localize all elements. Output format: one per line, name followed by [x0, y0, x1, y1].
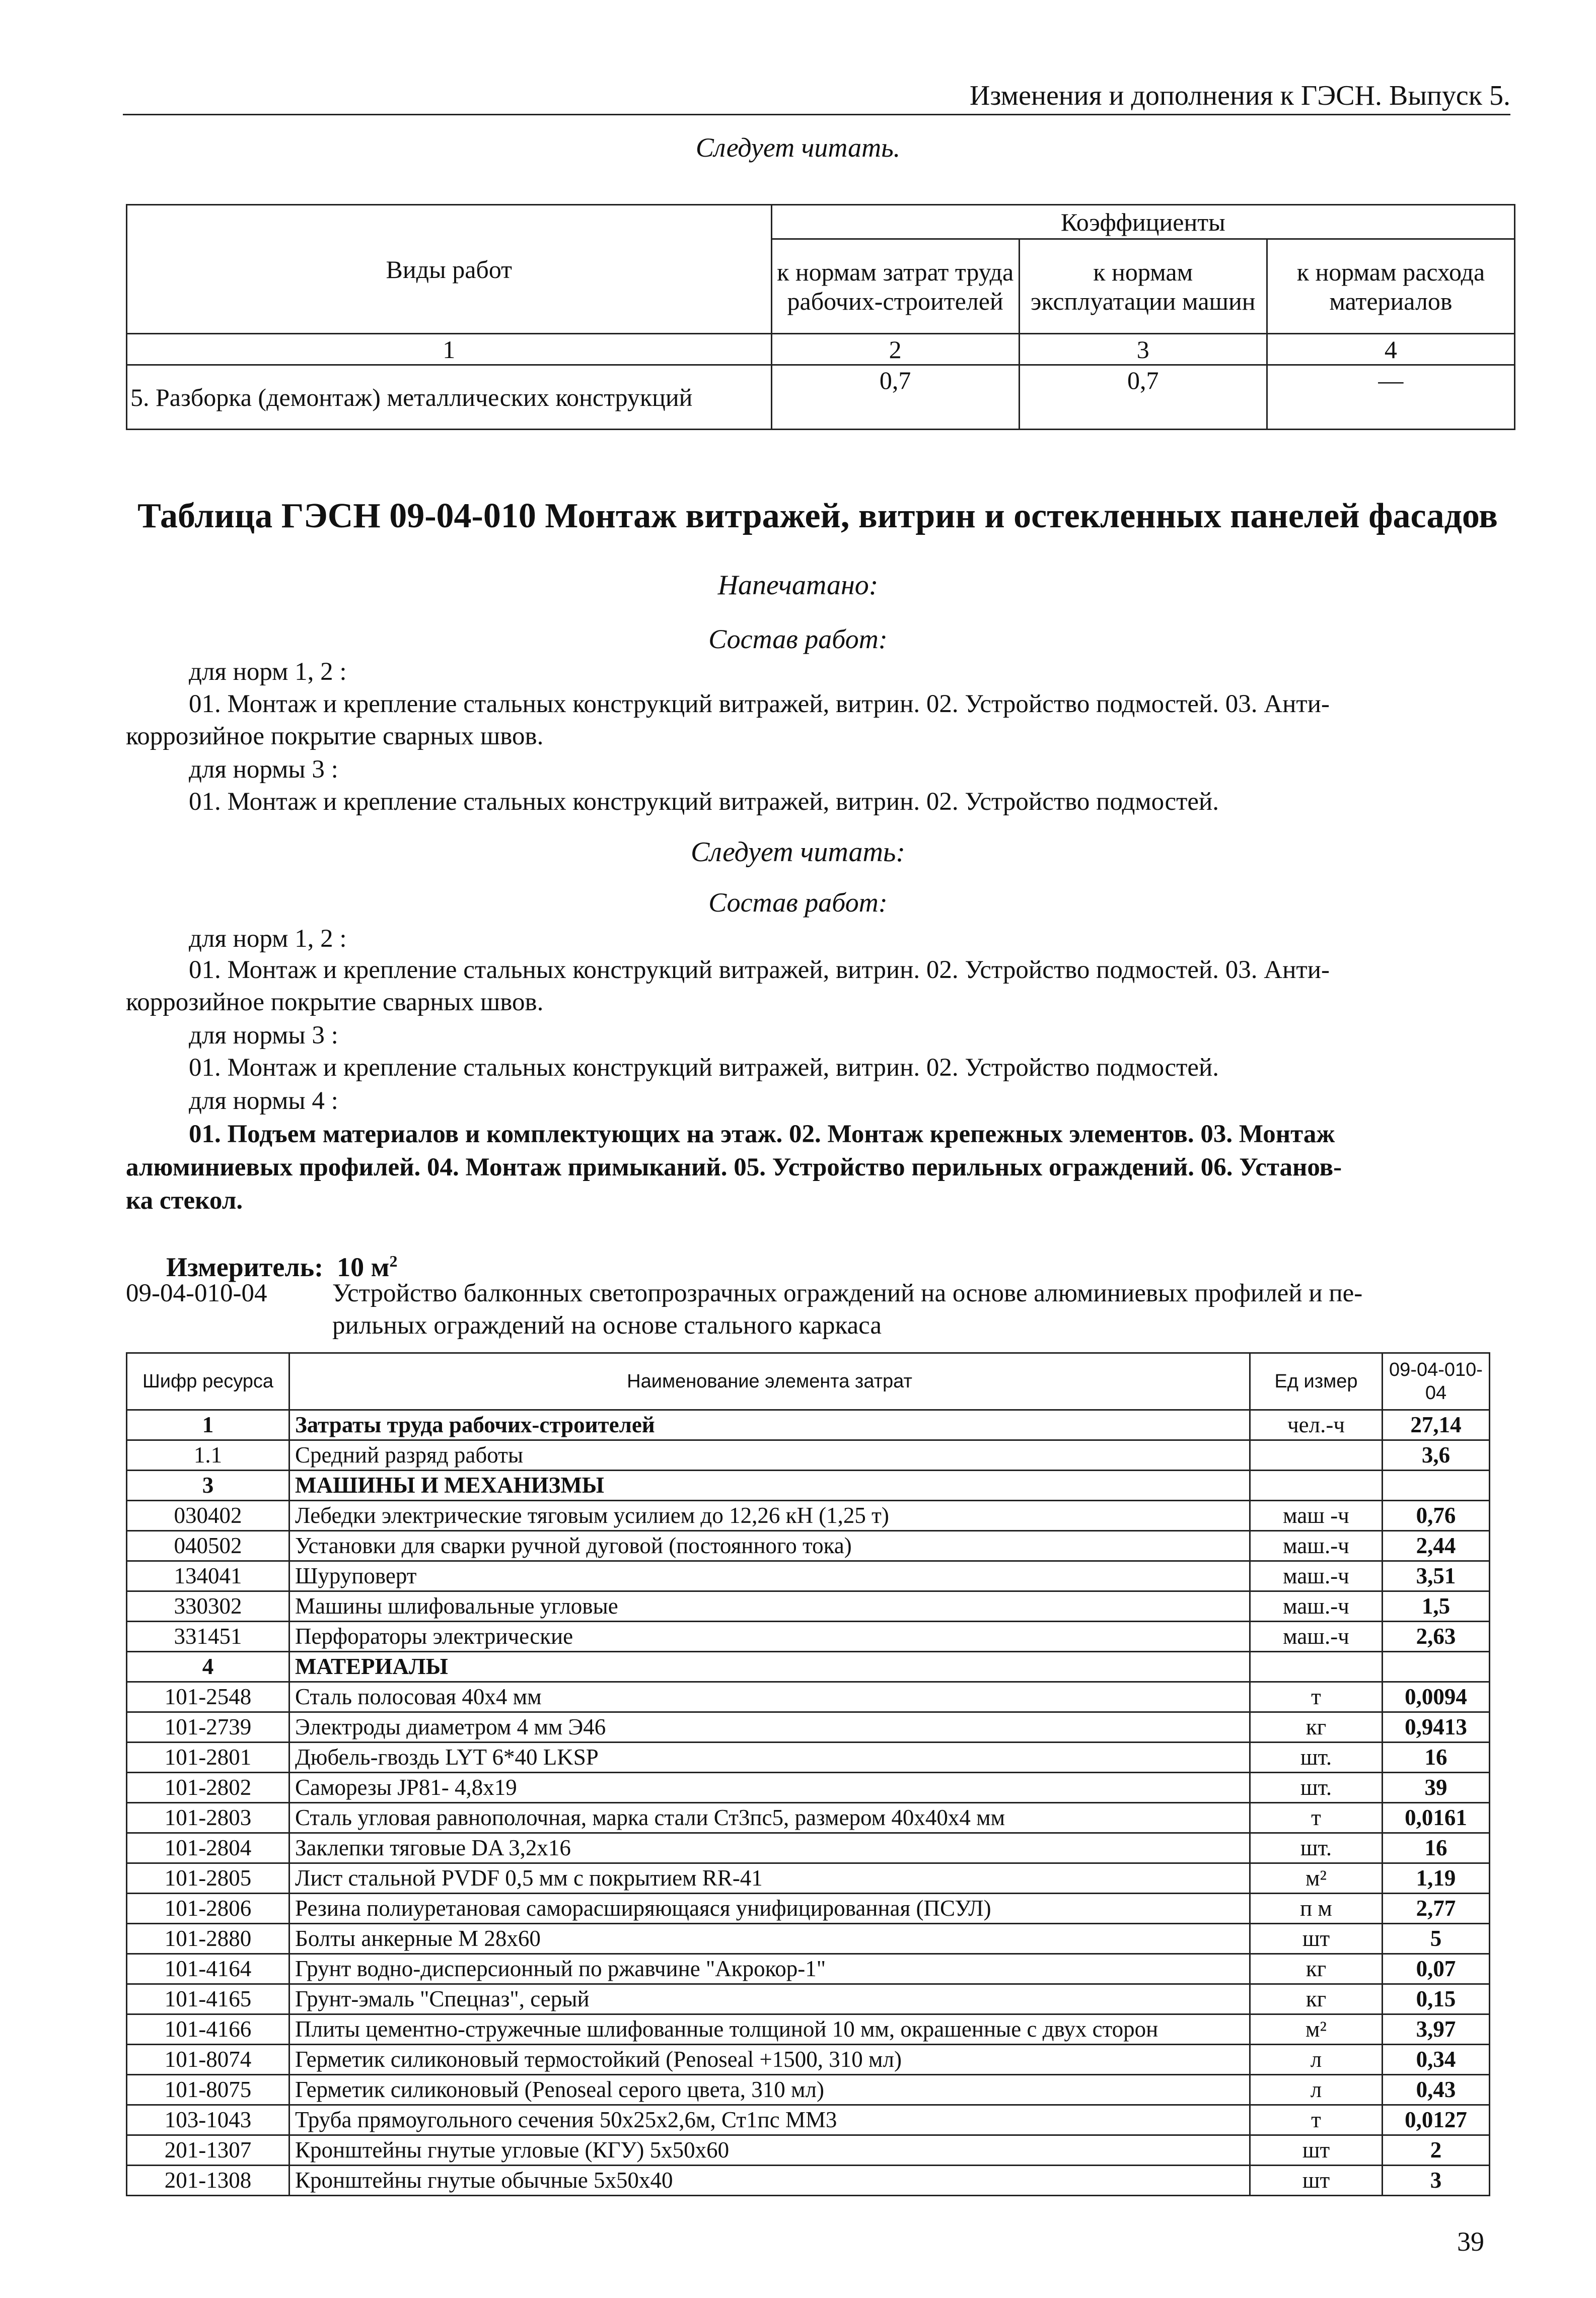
row-unit: шт [1250, 2135, 1383, 2166]
row-code: 4 [127, 1652, 289, 1682]
corrected-norm3-label: для нормы 3 : [189, 1021, 338, 1050]
row-name: Средний разряд работы [289, 1440, 1250, 1471]
row-value: 2,63 [1383, 1622, 1490, 1652]
row-value: 0,0161 [1383, 1803, 1490, 1833]
table-row [127, 2014, 1490, 2045]
table-row [127, 1501, 1490, 1531]
printed-composition-label: Состав работ: [708, 624, 888, 654]
printed-norms12-label: для норм 1, 2 : [189, 658, 347, 686]
row-unit: л [1250, 2045, 1383, 2075]
table-row [127, 1743, 1490, 1773]
norm-description-cont: рильных ограждений на основе стального каркаса [332, 1311, 882, 1340]
row-name: Сталь полосовая 40х4 мм [289, 1682, 1250, 1712]
row-name: Герметик силиконовый термостойкий (Penoseal +1500, 310 мл) [289, 2045, 1250, 2075]
row-unit: маш.-ч [1250, 1531, 1383, 1561]
row-code: 101-2804 [127, 1833, 289, 1863]
row-value: 2 [1383, 2135, 1490, 2166]
resource-table [126, 1352, 1490, 2196]
corrected-norms12-text-cont: коррозийное покрытие сварных швов. [126, 988, 544, 1016]
row-name: Болты анкерные М 28х60 [289, 1924, 1250, 1954]
row-value: 0,34 [1383, 2045, 1490, 2075]
printed-norms12-text: 01. Монтаж и крепление стальных конструкций витражей, витрин. 02. Устройство подмостей. 03. Анти- [189, 690, 1330, 718]
col-num: 2 [771, 334, 1019, 365]
row-name: Грунт-эмаль "Спецназ", серый [289, 1984, 1250, 2014]
table-row [127, 1773, 1490, 1803]
table-row [127, 1712, 1490, 1743]
header-machines: к нормам эксплуатации машин [1019, 239, 1267, 334]
resource-table-header [127, 1353, 1490, 1410]
row-value: 0,43 [1383, 2075, 1490, 2105]
row-value: 2,77 [1383, 1894, 1490, 1924]
row-value: 0,07 [1383, 1954, 1490, 1984]
row-name: Перфораторы электрические [289, 1622, 1250, 1652]
row-value: 0,9413 [1383, 1712, 1490, 1743]
row-unit: м² [1250, 2014, 1383, 2045]
table-row [127, 2105, 1490, 2135]
corrected-norm3-text: 01. Монтаж и крепление стальных конструкций витражей, витрин. 02. Устройство подмостей. [189, 1054, 1219, 1082]
table-row [127, 1833, 1490, 1863]
row-name: Дюбель-гвоздь LYT 6*40 LKSP [289, 1743, 1250, 1773]
table-row [127, 1954, 1490, 1984]
corrected-norms12-label: для норм 1, 2 : [189, 925, 347, 953]
row-value: 0,0127 [1383, 2105, 1490, 2135]
row-materials-coef: — [1267, 365, 1514, 430]
table-row [127, 1410, 1490, 1440]
row-unit: маш.-ч [1250, 1561, 1383, 1591]
row-name: Кронштейны гнутые обычные 5х50х40 [289, 2166, 1250, 2196]
row-name: Резина полиуретановая саморасширяющаяся унифицированная (ПСУЛ) [289, 1894, 1250, 1924]
row-name: МАТЕРИАЛЫ [289, 1652, 1250, 1682]
row-name: Грунт водно-дисперсионный по ржавчине "Акрокор-1" [289, 1954, 1250, 1984]
row-code: 1.1 [127, 1440, 289, 1471]
meter-label: Измеритель: [166, 1252, 324, 1282]
table-row [127, 1803, 1490, 1833]
row-code: 201-1307 [127, 2135, 289, 2166]
row-unit [1250, 1471, 1383, 1501]
row-value: 3 [1383, 2166, 1490, 2196]
header-coefficients: Коэффициенты [771, 205, 1514, 239]
row-code: 101-2880 [127, 1924, 289, 1954]
header-labor: к нормам затрат труда рабочих-строителей [771, 239, 1019, 334]
row-labor-coef: 0,7 [771, 365, 1019, 430]
corrected-norm4-text-end: ка стекол. [126, 1187, 243, 1215]
row-name: Герметик силиконовый (Penoseal серого цвета, 310 мл) [289, 2075, 1250, 2105]
row-value: 1,19 [1383, 1863, 1490, 1894]
row-value [1383, 1471, 1490, 1501]
row-work-name: 5. Разборка (демонтаж) металлических конструкций [127, 365, 772, 430]
row-unit: маш.-ч [1250, 1622, 1383, 1652]
row-code: 101-2802 [127, 1773, 289, 1803]
row-name: Кронштейны гнутые угловые (КГУ) 5х50х60 [289, 2135, 1250, 2166]
corrected-norm4-label: для нормы 4 : [189, 1087, 338, 1115]
row-unit: шт [1250, 2166, 1383, 2196]
header-norm-value: 09-04-010-04 [1383, 1353, 1490, 1410]
col-num: 4 [1267, 334, 1514, 365]
row-code: 101-4164 [127, 1954, 289, 1984]
row-code: 134041 [127, 1561, 289, 1591]
row-machines-coef: 0,7 [1019, 365, 1267, 430]
row-value: 3,51 [1383, 1561, 1490, 1591]
table-row [127, 1591, 1490, 1622]
row-code: 1 [127, 1410, 289, 1440]
row-code: 103-1043 [127, 2105, 289, 2135]
row-value: 39 [1383, 1773, 1490, 1803]
row-name: Плиты цементно-стружечные шлифованные толщиной 10 мм, окрашенные с двух сторон [289, 2014, 1250, 2045]
row-value: 3,97 [1383, 2014, 1490, 2045]
row-value: 0,76 [1383, 1501, 1490, 1531]
table-row [127, 2045, 1490, 2075]
row-code: 101-2739 [127, 1712, 289, 1743]
table-row [127, 1561, 1490, 1591]
row-unit: кг [1250, 1712, 1383, 1743]
row-name: Машины шлифовальные угловые [289, 1591, 1250, 1622]
row-code: 101-4165 [127, 1984, 289, 2014]
page-number: 39 [1457, 2226, 1484, 2257]
col-num: 3 [1019, 334, 1267, 365]
col-num: 1 [127, 334, 772, 365]
row-value: 1,5 [1383, 1591, 1490, 1622]
row-code: 331451 [127, 1622, 289, 1652]
row-value: 0,0094 [1383, 1682, 1490, 1712]
row-code: 101-2805 [127, 1863, 289, 1894]
row-unit: т [1250, 1803, 1383, 1833]
row-name: МАШИНЫ И МЕХАНИЗМЫ [289, 1471, 1250, 1501]
row-name: Шуруповерт [289, 1561, 1250, 1591]
header-unit: Ед измер [1250, 1353, 1383, 1410]
row-code: 330302 [127, 1591, 289, 1622]
table-row [127, 1924, 1490, 1954]
row-value: 5 [1383, 1924, 1490, 1954]
header-rule [123, 114, 1510, 115]
row-code: 040502 [127, 1531, 289, 1561]
row-code: 101-8075 [127, 2075, 289, 2105]
norm-code: 09-04-010-04 [126, 1279, 267, 1307]
meter-value: 10 м [337, 1252, 390, 1282]
row-code: 101-2803 [127, 1803, 289, 1833]
table-row [127, 1894, 1490, 1924]
row-value: 16 [1383, 1743, 1490, 1773]
row-value: 16 [1383, 1833, 1490, 1863]
printed-norms12-text-cont: коррозийное покрытие сварных швов. [126, 722, 544, 750]
row-code: 101-4166 [127, 2014, 289, 2045]
row-unit [1250, 1440, 1383, 1471]
row-code: 101-2801 [127, 1743, 289, 1773]
row-name: Лист стальной PVDF 0,5 мм с покрытием RR-41 [289, 1863, 1250, 1894]
row-name: Затраты труда рабочих-строителей [289, 1410, 1250, 1440]
row-unit [1250, 1652, 1383, 1682]
row-unit: м² [1250, 1863, 1383, 1894]
table-title: Таблица ГЭСН 09-04-010 Монтаж витражей, витрин и остекленных панелей фасадов [137, 497, 1498, 535]
header-name: Наименование элемента затрат [289, 1353, 1250, 1410]
row-code: 101-2548 [127, 1682, 289, 1712]
row-name: Заклепки тяговые DA 3,2х16 [289, 1833, 1250, 1863]
corrected-norm4-text-cont: алюминиевых профилей. 04. Монтаж примыканий. 05. Устройство перильных ограждений. 06. Установ- [126, 1153, 1342, 1181]
row-code: 201-1308 [127, 2166, 289, 2196]
table-row [127, 1652, 1490, 1682]
row-name: Саморезы JP81- 4,8х19 [289, 1773, 1250, 1803]
header-code: Шифр ресурса [127, 1353, 289, 1410]
corrected-label: Следует читать: [690, 837, 906, 868]
corrected-composition-label: Состав работ: [708, 887, 888, 918]
running-header: Изменения и дополнения к ГЭСН. Выпуск 5. [969, 80, 1510, 111]
meter-unit-sup: 2 [389, 1252, 398, 1270]
table-row [127, 2075, 1490, 2105]
table-row [127, 1471, 1490, 1501]
row-unit: чел.-ч [1250, 1410, 1383, 1440]
row-name: Установки для сварки ручной дуговой (постоянного тока) [289, 1531, 1250, 1561]
corrected-norm4-text: 01. Подъем материалов и комплектующих на этаж. 02. Монтаж крепежных элементов. 03. Монтаж [189, 1120, 1335, 1148]
row-name: Труба прямоугольного сечения 50х25х2,6м, Ст1пс ММ3 [289, 2105, 1250, 2135]
row-unit: т [1250, 2105, 1383, 2135]
row-name: Электроды диаметром 4 мм Э46 [289, 1712, 1250, 1743]
table-row [127, 1984, 1490, 2014]
row-value: 3,6 [1383, 1440, 1490, 1471]
row-name: Сталь угловая равнополочная, марка стали Ст3пс5, размером 40х40х4 мм [289, 1803, 1250, 1833]
table-row [127, 1440, 1490, 1471]
table-row [127, 1863, 1490, 1894]
printed-label: Напечатано: [717, 570, 879, 601]
row-unit: шт [1250, 1924, 1383, 1954]
table-row [127, 2135, 1490, 2166]
row-code: 101-2806 [127, 1894, 289, 1924]
printed-norm3-text: 01. Монтаж и крепление стальных конструкций витражей, витрин. 02. Устройство подмостей. [189, 788, 1219, 816]
row-unit: шт. [1250, 1833, 1383, 1863]
row-value: 0,15 [1383, 1984, 1490, 2014]
table-row [127, 1682, 1490, 1712]
read-as-label: Следует читать. [695, 132, 901, 163]
corrected-norms12-text: 01. Монтаж и крепление стальных конструкций витражей, витрин. 02. Устройство подмостей. 03. Анти- [189, 956, 1330, 984]
row-unit: т [1250, 1682, 1383, 1712]
norm-description: Устройство балконных светопрозрачных ограждений на основе алюминиевых профилей и пе- [332, 1279, 1363, 1307]
table-row [127, 1531, 1490, 1561]
row-unit: маш -ч [1250, 1501, 1383, 1531]
row-value: 2,44 [1383, 1531, 1490, 1561]
row-name: Лебедки электрические тяговым усилием до 12,26 кН (1,25 т) [289, 1501, 1250, 1531]
row-code: 3 [127, 1471, 289, 1501]
row-value: 27,14 [1383, 1410, 1490, 1440]
row-value [1383, 1652, 1490, 1682]
coefficients-table [126, 204, 1515, 430]
row-unit: маш.-ч [1250, 1591, 1383, 1622]
row-unit: кг [1250, 1954, 1383, 1984]
row-unit: шт. [1250, 1773, 1383, 1803]
row-unit: шт. [1250, 1743, 1383, 1773]
row-unit: п м [1250, 1894, 1383, 1924]
row-unit: кг [1250, 1984, 1383, 2014]
printed-norm3-label: для нормы 3 : [189, 755, 338, 784]
row-unit: л [1250, 2075, 1383, 2105]
header-work-types: Виды работ [127, 205, 772, 334]
header-materials: к нормам расхода материалов [1267, 239, 1514, 334]
row-code: 101-8074 [127, 2045, 289, 2075]
row-code: 030402 [127, 1501, 289, 1531]
table-row [127, 2166, 1490, 2196]
table-row [127, 1622, 1490, 1652]
